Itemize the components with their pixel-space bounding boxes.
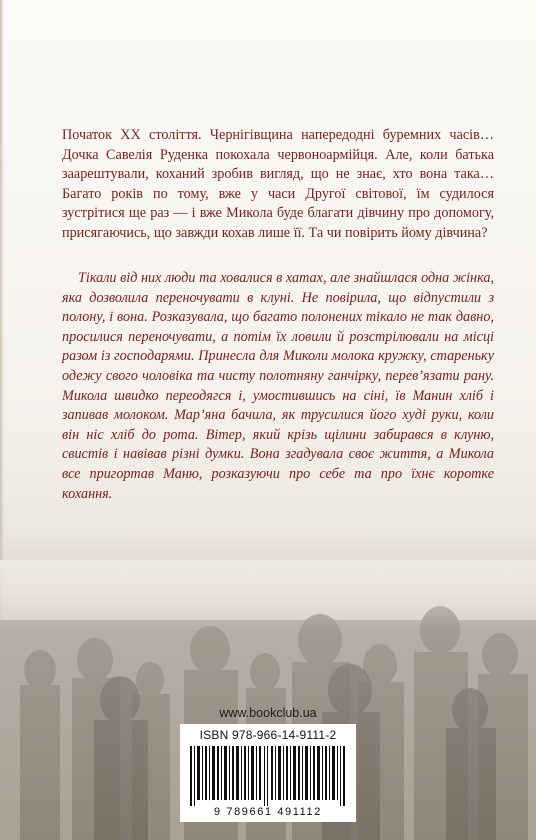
isbn-barcode-block: [180, 724, 356, 822]
excerpt-paragraph: Тікали від них люди та ховалися в хатах, але знайшлася одна жінка, яка дозволила переночувати в клуні. Не повірила, що відпустили з полону, і вона. Розказувала, що багато полонених тікало не так давно, просилися переночувати, а потім їх ловили й розстрілювали на місці разом із господарями. Принесла для Миколи молока кружку, стареньку одежу свого чоловіка та чисту полотняну ганчірку, перев’язати рану. Микола швидко переодягся і, умостившись на сіні, їв Манин хліб і запивав молоком. Мар’яна бачила, як трусилися його худі руки, коли він ніс хліб до рота. Вітер, який крізь щілини забирався в клуню, свистів і навівав різні думки. Вона згадувала своє життя, а Микола все пригортав Маню, розказуючи про себе та про їхнє коротке кохання.: [62, 270, 494, 502]
blurb-paragraph: Початок XX століття. Чернігівщина напередодні буремних часів… Дочка Савелія Руденка покохала червоноармійця. Але, коли батька заарештували, коханий зробив вигляд, що не знає, хто вона така… Багато років по тому, вже у часи Другої світової, їм судилося зустрітися ще раз — і вже Микола буде благати дівчину про допомогу, присягаючись, що завжди кохав лише її. Та чи повірить йому дівчина?: [62, 127, 494, 241]
publisher-url[interactable]: www.bookclub.ua: [219, 706, 317, 720]
isbn-number: ISBN 978-966-14-9111-2: [199, 728, 337, 742]
barcode-image: [190, 746, 346, 806]
barcode-digits: 9 789661 491112: [213, 806, 322, 818]
